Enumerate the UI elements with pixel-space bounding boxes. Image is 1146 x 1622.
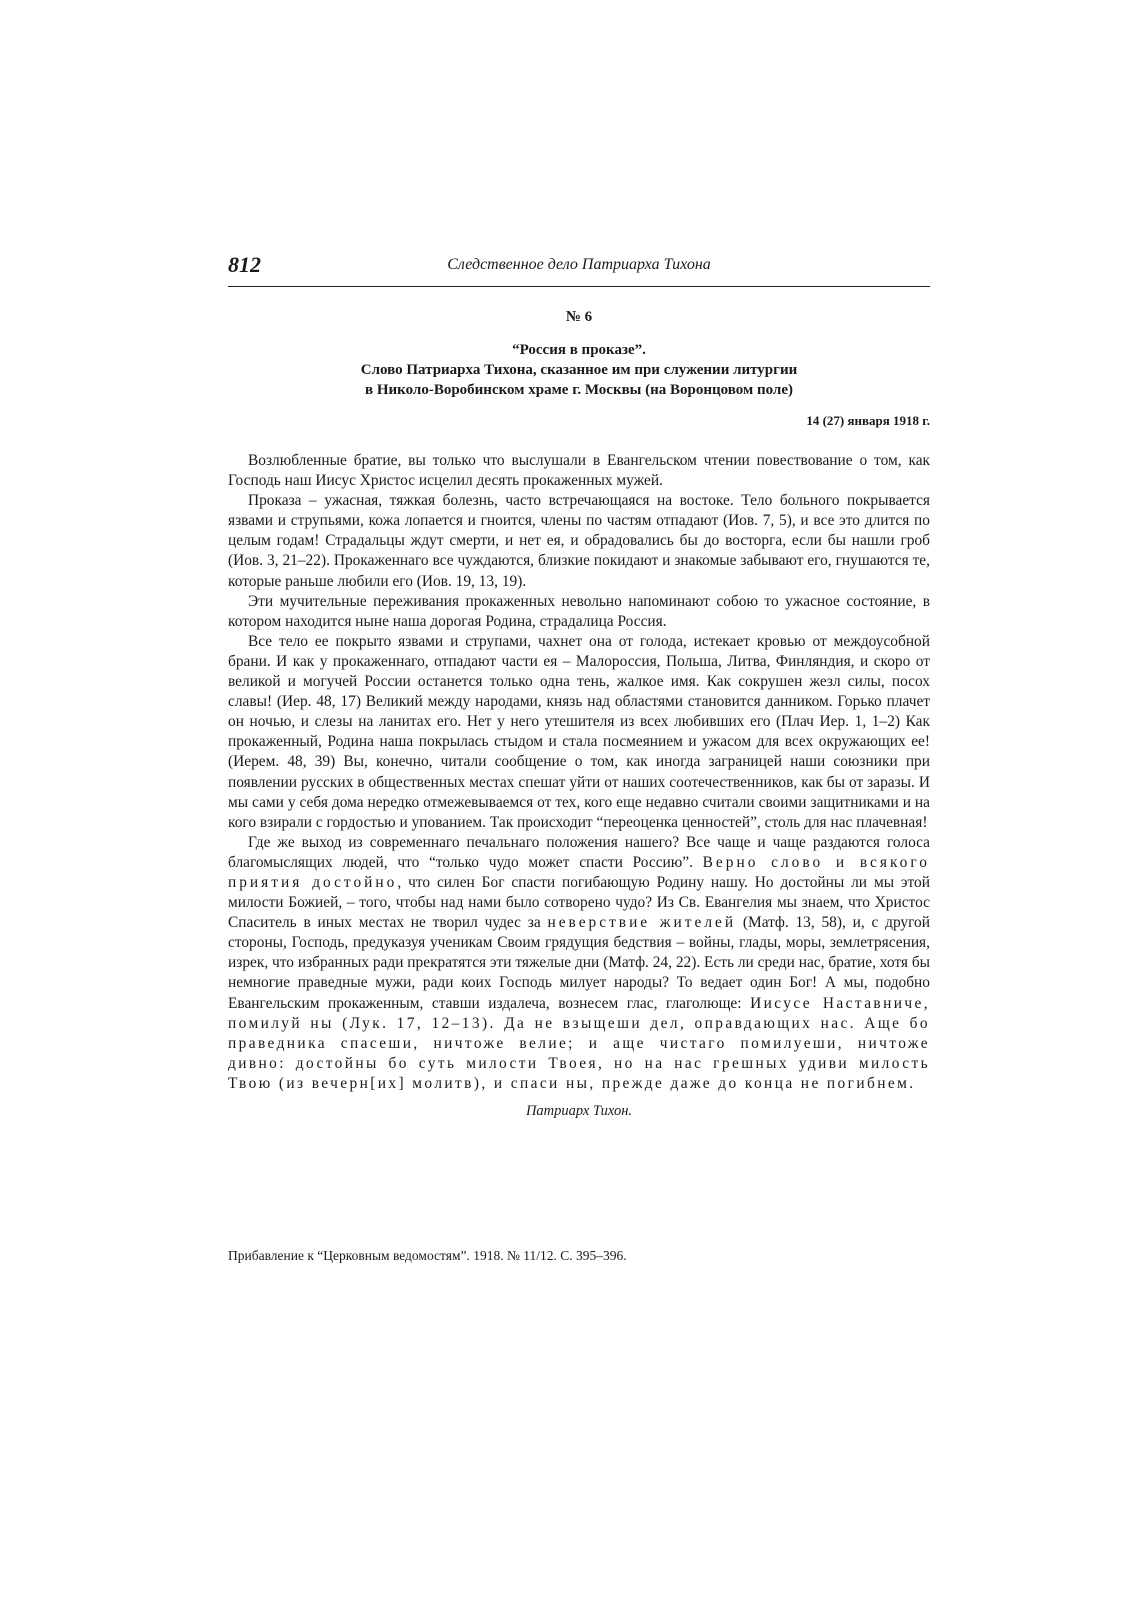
paragraph: Эти мучительные переживания прокаженных невольно напоминают собою то ужасное состояние, в котором находится ныне наша дорогая Родина, страдалица Россия. [228, 592, 930, 630]
page-number: 812 [228, 252, 261, 277]
spaced-emphasis: Верно слово и всякого приятия достойно [228, 853, 930, 891]
header-rule [228, 286, 930, 287]
paragraph: Возлюбленные братие, вы только что выслушали в Евангельском чтении повествование о том, как Господь наш Иисус Христос исцелил десять прокаженных мужей. [228, 452, 930, 490]
document-number: № 6 [565, 309, 593, 325]
document-title [228, 340, 930, 400]
text-run: , что силен Бог спасти погибающую Родину нашу. Но достойны ли мы этой милости Божией, – того, чтобы над нами было сотворено чудо? Из Св. Евангелия мы знаем, что Христос Спаситель в иных местах не творил чудес за [228, 873, 930, 932]
text-run: Где же выход из современнаго печальнаго положения нашего? Все чаще и чаще раздаются голоса благомыслящих людей, что “только чудо может спасти Россию”. [228, 833, 930, 871]
document-date: 14 (27) января 1918 г. [806, 413, 930, 428]
spaced-emphasis: неверствие жителей [547, 914, 737, 932]
text-run: (Матф. 13, 58), и, с другой стороны, Господь, предуказуя ученикам Своим грядущия бедствия – войны, глады, моры, землетрясения, изрек, что избранных ради прекратятся эти тяжелые дни (Матф. 24, 22). Есть ли среди нас, братие, хотя бы немногие праведные мужи, ради коих Господь милует народы? То ведает один Бог! А мы, подобно Евангельским прокаженным, ставши издалеча, вознесем глас, глаголюще: [228, 914, 930, 1012]
source-citation: Прибавление к “Церковным ведомостям”. 1918. № 11/12. С. 395–396. [228, 1248, 627, 1263]
sermon-text [228, 451, 930, 1094]
title-line: в Николо-Воробинском храме г. Москвы (на Воронцовом поле) [365, 382, 793, 398]
paragraph: Проказа – ужасная, тяжкая болезнь, часто встречающаяся на востоке. Тело больного покрывается язвами и струпьями, кожа лопается и гноится, члены по частям отпадают (Иов. 7, 5), и все это длится по целым годам! Страдальцы ждут смерти, и нет ея, и обрадовались бы до восторга, если бы нашли гроб (Иов. 3, 21–22). Прокаженнаго все чуждаются, близкие покидают и знакомые забывают его, гнушаются те, которые раньше любили его (Иов. 19, 13, 19). [228, 492, 930, 590]
book-title: Следственное дело Патриарха Тихона [447, 256, 711, 273]
title-line: Слово Патриарха Тихона, сказанное им при служении литургии [360, 362, 798, 378]
paragraph-final [228, 833, 930, 1094]
title-line: “Россия в проказе”. [512, 342, 646, 358]
spaced-prayer: Иисусе Наставниче, помилуй ны (Лук. 17, 12–13). Да не взыщеши дел, оправдающих нас. Аще бо праведника спасеши, ничтоже велие; и аще чистаго помилуеши, ничтоже дивно: достойны бо суть милости Твоея, но на нас грешных удиви милость Твою (из вечерн[их] молитв), и спаси ны, прежде даже до конца не погибнем. [228, 994, 930, 1092]
signature: Патриарх Тихон. [525, 1103, 633, 1119]
paragraph: Все тело ее покрыто язвами и струпами, чахнет она от голода, истекает кровью от междоусобной брани. И как у прокаженнаго, отпадают части ея – Малороссия, Польша, Литва, Финляндия, и скоро от великой и могучей России останется только одна тень, жалкое имя. Как сокрушен жезл силы, посох славы! (Иер. 48, 17) Великий между народами, князь над областями становится данником. Горько плачет он ночью, и слезы на ланитах его. Нет у него утешителя из всех любивших его (Плач Иер. 1, 1–2) Как прокаженный, Родина наша покрылась стыдом и стала посмеянием и ужасом для всех окружающих ее! (Иерем. 48, 39) Вы, конечно, читали сообщение о том, как иногда заграницей наши союзники при появлении русских в общественных местах спешат уйти от наших соотечественников, как бы от заразы. И мы сами у себя дома нередко отмежевываемся от тех, кого еще недавно считали своими защитниками и на кого взирали с гордостью и упованием. Так происходит “переоценка ценностей”, столь для нас плачевная! [228, 632, 930, 831]
page-content [228, 252, 930, 1120]
running-head [228, 252, 930, 284]
